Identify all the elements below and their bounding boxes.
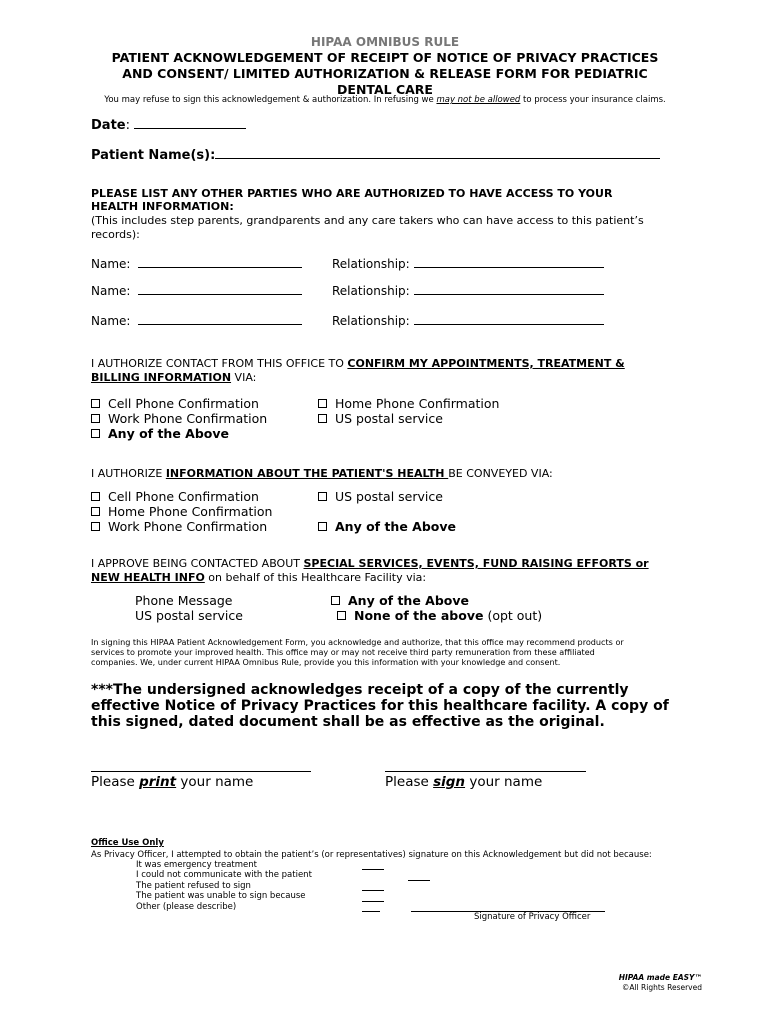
- acknowledge-line2: effective Notice of Privacy Practices for this healthcare facility. A copy of: [91, 698, 669, 714]
- date-label: Date: [91, 118, 126, 133]
- checkbox-icon[interactable]: [337, 611, 346, 620]
- party-relationship-3: [332, 314, 604, 328]
- health-any-option[interactable]: [318, 519, 456, 534]
- contact-any-option[interactable]: [91, 426, 229, 441]
- contact-cell-option[interactable]: [91, 396, 259, 411]
- parties-note-line2: records):: [91, 228, 140, 241]
- option-label: Home Phone Confirmation: [108, 504, 273, 519]
- relationship-label: Relationship:: [332, 257, 410, 271]
- form-title-line1: PATIENT ACKNOWLEDGEMENT OF RECEIPT OF NOTICE OF PRIVACY PRACTICES: [111, 50, 659, 65]
- health-auth-emphasis: INFORMATION ABOUT THE PATIENT'S HEALTH: [165, 467, 449, 480]
- office-reason-1: It was emergency treatment: [136, 860, 257, 870]
- checkbox-icon[interactable]: [91, 507, 100, 516]
- health-auth-via: BE CONVEYED VIA:: [448, 467, 553, 480]
- acknowledge-line3: this signed, dated document shall be as effective as the original.: [91, 714, 605, 730]
- special-phone-option[interactable]: [114, 593, 232, 608]
- form-rule-heading: HIPAA OMNIBUS RULE: [310, 35, 460, 49]
- sign-emphasis: sign: [433, 774, 466, 790]
- disclosure-line2: services to promote your improved health. This office may or may not receive third party remuneration from these affiliated: [91, 647, 595, 657]
- party-name-input[interactable]: [138, 267, 302, 268]
- print-name-line[interactable]: [91, 771, 311, 772]
- checkbox-icon[interactable]: [318, 399, 327, 408]
- patient-name-label: Patient Name(s):: [91, 148, 216, 163]
- special-any-option[interactable]: [331, 593, 469, 608]
- refusal-text-start: You may refuse to sign this acknowledgement & authorization. In refusing we: [104, 95, 437, 105]
- checkbox-icon[interactable]: [91, 492, 100, 501]
- checkbox-icon[interactable]: [91, 429, 100, 438]
- health-work-option[interactable]: [91, 519, 267, 534]
- date-input-line[interactable]: [134, 128, 246, 129]
- option-label: US postal service: [135, 608, 243, 623]
- sign-name-label: [385, 774, 542, 790]
- health-home-option[interactable]: [91, 504, 272, 519]
- special-emphasis-2: NEW HEALTH INFO: [91, 571, 205, 584]
- health-auth-text: I AUTHORIZE: [91, 467, 166, 480]
- party-name-label: Name:: [91, 284, 131, 298]
- relationship-input[interactable]: [414, 324, 604, 325]
- checkbox-icon[interactable]: [318, 522, 327, 531]
- relationship-input[interactable]: [414, 294, 604, 295]
- checkbox-icon[interactable]: [318, 492, 327, 501]
- form-title-line2: AND CONSENT/ LIMITED AUTHORIZATION & RELEASE FORM FOR PEDIATRIC: [122, 66, 648, 81]
- patient-name-input-line[interactable]: [215, 158, 660, 159]
- option-label: US postal service: [335, 489, 443, 504]
- option-label-suffix: (opt out): [483, 608, 543, 623]
- refusal-notice: [0, 95, 770, 105]
- disclosure-line3: companies. We, under current HIPAA Omnibus Rule, provide you this information with your knowledge and consent.: [91, 657, 561, 667]
- contact-auth-text: I AUTHORIZE CONTACT FROM THIS OFFICE TO: [91, 357, 348, 370]
- special-via: on behalf of this Healthcare Facility via:: [204, 571, 427, 584]
- contact-work-option[interactable]: [91, 411, 267, 426]
- officer-signature-label: Signature of Privacy Officer: [474, 912, 591, 922]
- checkbox-icon[interactable]: [91, 414, 100, 423]
- party-row-1: [91, 257, 302, 271]
- option-label: Any of the Above: [348, 593, 469, 608]
- print-text: Please: [91, 774, 140, 790]
- print-name-label: [91, 774, 253, 790]
- option-label: Cell Phone Confirmation: [108, 396, 259, 411]
- office-use-intro: As Privacy Officer, I attempted to obtain the patient’s (or representatives) signature on this Acknowledgement but did not because:: [91, 850, 652, 860]
- relationship-label: Relationship:: [332, 314, 410, 328]
- form-title-line3: DENTAL CARE: [337, 82, 433, 97]
- print-emphasis: print: [139, 774, 177, 790]
- checkbox-icon[interactable]: [91, 399, 100, 408]
- special-line1: [91, 557, 649, 570]
- parties-heading-line2: HEALTH INFORMATION:: [91, 200, 234, 213]
- contact-auth-via: VIA:: [231, 371, 257, 384]
- special-postal-option[interactable]: [114, 608, 243, 623]
- reason-5-blank[interactable]: [362, 911, 380, 912]
- disclosure-line1: In signing this HIPAA Patient Acknowledgement Form, you acknowledge and authorize, that this office may recommend products or: [91, 637, 624, 647]
- option-label: Home Phone Confirmation: [335, 396, 500, 411]
- patient-name-field: [91, 148, 660, 163]
- option-label: Any of the Above: [335, 519, 456, 534]
- contact-home-option[interactable]: [318, 396, 499, 411]
- contact-auth-emphasis: CONFIRM MY APPOINTMENTS, TREATMENT &: [347, 357, 625, 370]
- option-label: Any of the Above: [108, 426, 229, 441]
- refusal-emphasis: may not be allowed: [436, 95, 521, 105]
- health-cell-option[interactable]: [91, 489, 259, 504]
- office-use-heading: Office Use Only: [91, 838, 164, 848]
- party-row-2: [91, 284, 302, 298]
- reason-2-blank[interactable]: [408, 880, 430, 881]
- sign-name-line[interactable]: [385, 771, 586, 772]
- sign-text: Please: [385, 774, 434, 790]
- copyright: ©All Rights Reserved: [621, 983, 702, 992]
- refusal-text-end: to process your insurance claims.: [520, 95, 666, 105]
- print-text-end: your name: [176, 774, 254, 790]
- party-relationship-1: [332, 257, 604, 271]
- special-text: I APPROVE BEING CONTACTED ABOUT: [91, 557, 304, 570]
- brand-mark: HIPAA made EASY™: [618, 973, 702, 982]
- reason-4-blank[interactable]: [362, 901, 384, 902]
- checkbox-icon[interactable]: [331, 596, 340, 605]
- party-row-3: [91, 314, 302, 328]
- option-label: Work Phone Confirmation: [108, 411, 268, 426]
- office-reason-2: I could not communicate with the patient: [136, 870, 312, 880]
- parties-note-line1: (This includes step parents, grandparents and any care takers who can have access to this patient’s: [91, 214, 644, 227]
- reason-3-blank[interactable]: [362, 890, 384, 891]
- party-relationship-2: [332, 284, 604, 298]
- office-reason-4: The patient was unable to sign because: [136, 891, 306, 901]
- health-postal-option[interactable]: [318, 489, 443, 504]
- acknowledge-line1: ***The undersigned acknowledges receipt of a copy of the currently: [91, 682, 629, 698]
- reason-1-blank[interactable]: [362, 869, 384, 870]
- party-name-label: Name:: [91, 257, 131, 271]
- special-line2: [91, 571, 426, 584]
- contact-auth-line1: [91, 357, 625, 370]
- date-colon: :: [125, 118, 130, 133]
- party-name-input[interactable]: [138, 294, 302, 295]
- office-reason-5: Other (please describe): [136, 902, 237, 912]
- option-label: Phone Message: [135, 593, 233, 608]
- party-name-label: Name:: [91, 314, 131, 328]
- checkbox-icon[interactable]: [318, 414, 327, 423]
- special-emphasis: SPECIAL SERVICES, EVENTS, FUND RAISING EFFORTS or: [303, 557, 649, 570]
- option-label: None of the above: [354, 608, 484, 623]
- contact-auth-line2: [91, 371, 256, 384]
- office-reason-3: The patient refused to sign: [136, 881, 251, 891]
- special-none-option[interactable]: [337, 608, 542, 623]
- option-label: US postal service: [335, 411, 443, 426]
- option-label: Cell Phone Confirmation: [108, 489, 259, 504]
- health-auth-line: [91, 467, 553, 480]
- relationship-input[interactable]: [414, 267, 604, 268]
- sign-text-end: your name: [465, 774, 543, 790]
- party-name-input[interactable]: [138, 324, 302, 325]
- option-label: Work Phone Confirmation: [108, 519, 268, 534]
- relationship-label: Relationship:: [332, 284, 410, 298]
- contact-auth-emphasis-2: BILLING INFORMATION: [91, 371, 232, 384]
- parties-heading-line1: PLEASE LIST ANY OTHER PARTIES WHO ARE AUTHORIZED TO HAVE ACCESS TO YOUR: [91, 187, 613, 200]
- date-field: [91, 118, 246, 133]
- contact-postal-option[interactable]: [318, 411, 443, 426]
- checkbox-icon[interactable]: [91, 522, 100, 531]
